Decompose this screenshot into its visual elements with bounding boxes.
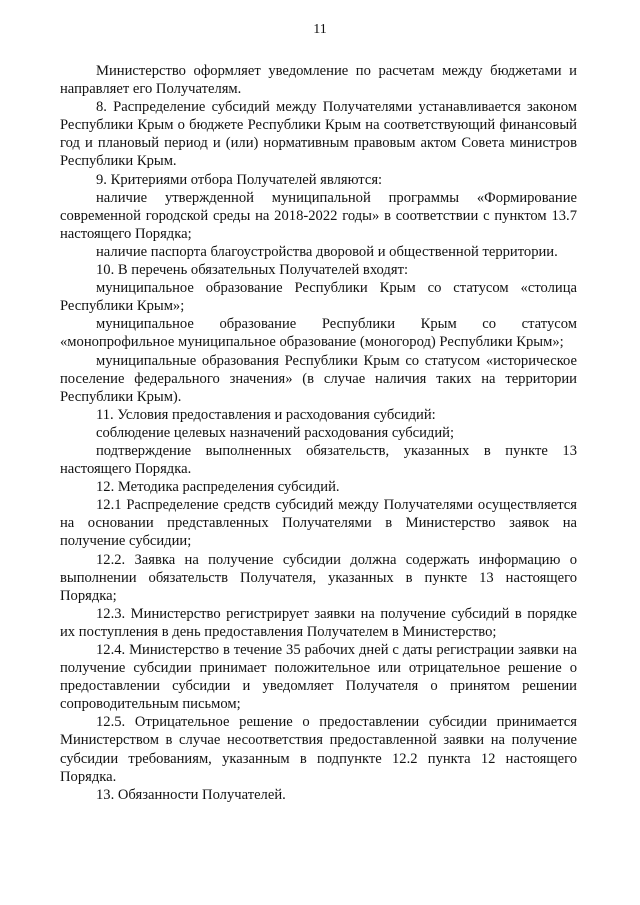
paragraph: муниципальные образования Республики Крым со статусом «историческое поселение федерального значения» (в случае наличия таких на территории Республики Крым).: [60, 352, 577, 405]
paragraph: 8. Распределение субсидий между Получателями устанавливается законом Республики Крым о бюджете Республики Крым на соответствующий финансовый год и плановый период и (или) нормативным правовым актом Совета министров Республики Крым.: [60, 99, 577, 170]
page-number: 11: [313, 22, 327, 37]
paragraph: 12.4. Министерство в течение 35 рабочих дней с даты регистрации заявки на получение субсидии принимает положительное или отрицательное решение о предоставлении субсидии и уведомляет Получателя о принятом решении сопроводительным письмом;: [60, 642, 577, 713]
paragraph: муниципальное образование Республики Крым со статусом «столица Республики Крым»;: [60, 280, 577, 315]
paragraph: 12.3. Министерство регистрирует заявки на получение субсидий в порядке их поступления в день предоставления Получателем в Министерство;: [60, 605, 577, 640]
paragraph: муниципальное образование Республики Крым со статусом «монопрофильное муниципальное образование (моногород) Республики Крым»;: [60, 316, 577, 351]
paragraph: 10. В перечень обязательных Получателей входят:: [96, 262, 409, 279]
paragraph: соблюдение целевых назначений расходования субсидий;: [96, 424, 455, 441]
paragraph: 12.1 Распределение средств субсидий между Получателями осуществляется на основании представленных Получателями в Министерство заявок на получение субсидии;: [60, 497, 577, 550]
paragraph: подтверждение выполненных обязательств, указанных в пункте 13 настоящего Порядка.: [60, 442, 577, 478]
paragraph: наличие паспорта благоустройства дворовой и общественной территории.: [96, 243, 558, 260]
paragraph: 12.2. Заявка на получение субсидии должна содержать информацию о выполнении обязательств Получателя, указанных в пункте 13 настоящего Порядка;: [60, 551, 577, 604]
paragraph: наличие утвержденной муниципальной программы «Формирование современной городской среды на 2018-2022 годы» в соответствии с пунктом 13.7 настоящего Порядка;: [60, 189, 577, 242]
paragraph: 13. Обязанности Получателей.: [96, 786, 286, 803]
paragraph: Министерство оформляет уведомление по расчетам между бюджетами и направляет его Получателям.: [60, 63, 577, 98]
document-body: [60, 62, 577, 804]
paragraph: 9. Критериями отбора Получателей являются:: [96, 171, 383, 188]
paragraph: 12. Методика распределения субсидий.: [96, 479, 340, 496]
paragraph: 12.5. Отрицательное решение о предоставлении субсидии принимается Министерством в случае несоответствия предоставленной заявки на получение субсидии требованиям, указанным в подпункте 12.2 пункта 12 настоящего Порядка.: [60, 714, 577, 785]
paragraph: 11. Условия предоставления и расходования субсидий:: [96, 406, 436, 423]
